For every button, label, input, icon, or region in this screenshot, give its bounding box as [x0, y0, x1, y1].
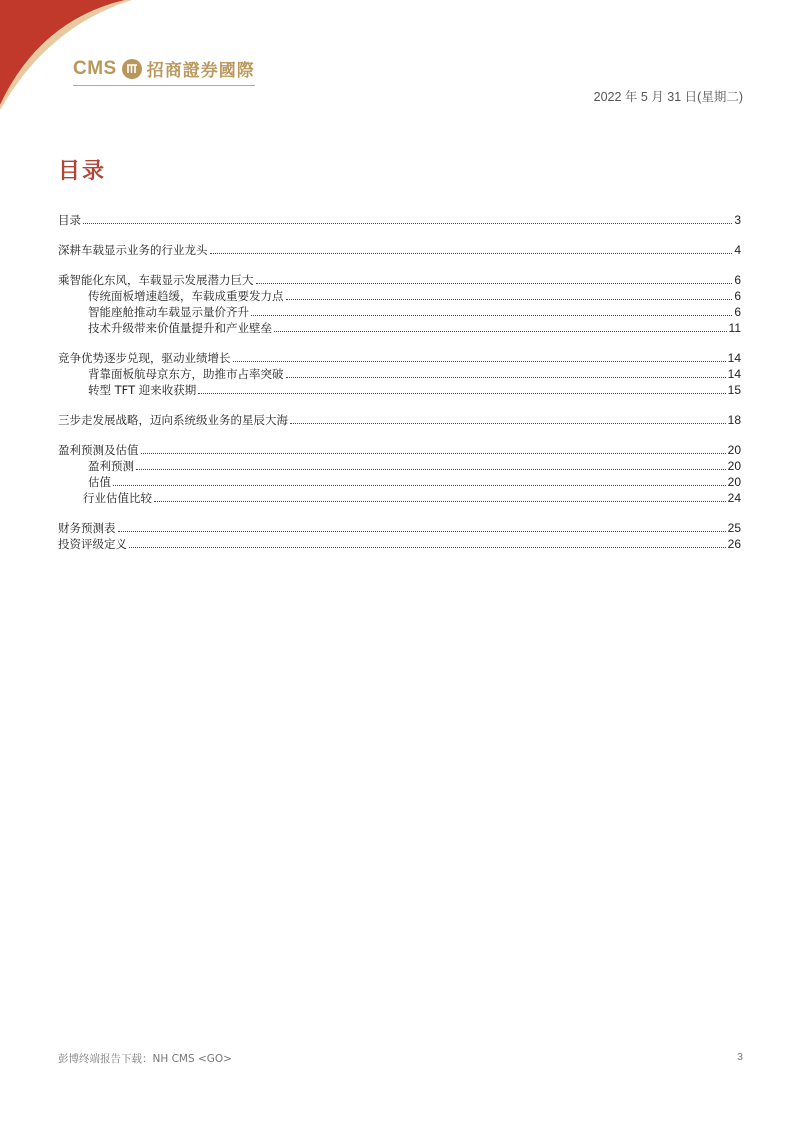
toc-entry[interactable] [58, 412, 741, 428]
toc-entry-page: 4 [734, 243, 741, 257]
toc-leader-dots [286, 298, 733, 300]
toc-subentry[interactable] [58, 288, 741, 304]
toc-entry-label: 智能座舱推动车载显示量价齐升 [88, 305, 249, 319]
toc-leader-dots [154, 500, 726, 502]
toc-entry-page: 11 [728, 321, 741, 335]
toc-subentry[interactable] [58, 382, 741, 398]
toc-entry[interactable] [58, 272, 741, 288]
toc-leader-dots [256, 282, 733, 284]
toc-entry-label: 盈利预测及估值 [58, 443, 139, 457]
toc-entry-page: 6 [734, 289, 741, 303]
toc-entry-label: 行业估值比较 [83, 491, 152, 505]
toc-entry-label: 目录 [58, 213, 81, 227]
toc-entry[interactable] [58, 442, 741, 458]
toc-entry-label: 估值 [88, 475, 111, 489]
toc-leader-dots [198, 392, 725, 394]
toc-entry[interactable] [58, 212, 741, 228]
logo-chinese-text: 招商證券國際 [146, 61, 255, 81]
toc-entry-page: 20 [727, 443, 741, 457]
toc-entry[interactable] [58, 350, 741, 366]
toc-entry-page: 6 [734, 273, 741, 287]
toc-entry-page: 24 [727, 491, 741, 505]
toc-entry-label: 深耕车载显示业务的行业龙头 [58, 243, 208, 257]
toc-entry-page: 20 [727, 459, 741, 473]
toc-leader-dots [274, 330, 727, 332]
toc-entry-page: 18 [727, 413, 741, 427]
toc-entry-label: 盈利预测 [88, 459, 134, 473]
toc-entry-page: 20 [727, 475, 741, 489]
toc-entry-label: 技术升级带来价值量提升和产业壁垒 [88, 321, 272, 335]
toc-subentry[interactable] [58, 320, 741, 336]
toc-leader-dots [210, 252, 733, 254]
toc-entry-page: 15 [727, 383, 741, 397]
toc-subentry[interactable] [58, 304, 741, 320]
toc-leader-dots [286, 376, 726, 378]
toc-entry-page: 6 [734, 305, 741, 319]
toc-entry-label: 三步走发展战略，迈向系统级业务的星辰大海 [58, 413, 288, 427]
logo-latin-text: CMS [73, 57, 117, 79]
toc-entry-page: 25 [727, 521, 741, 535]
footer-source: 彭博终端报告下载：NH CMS <GO> [58, 1053, 232, 1065]
toc-leader-dots [129, 546, 726, 548]
toc-leader-dots [290, 422, 726, 424]
toc-subentry[interactable] [58, 490, 741, 506]
toc-entry-page: 14 [727, 367, 741, 381]
company-logo [73, 56, 255, 86]
toc-entry-label: 投资评级定义 [58, 537, 127, 551]
toc-entry-label: 转型 TFT 迎来收获期 [88, 383, 197, 397]
toc-subentry[interactable] [58, 366, 741, 382]
toc-entry-label: 背靠面板航母京东方，助推市占率突破 [88, 367, 284, 381]
toc-entry[interactable] [58, 520, 741, 536]
toc-entry-label: 传统面板增速趋缓，车载成重要发力点 [88, 289, 284, 303]
toc-entry-label: 竞争优势逐步兑现，驱动业绩增长 [58, 351, 231, 365]
toc-leader-dots [113, 484, 726, 486]
toc-entry-label: 乘智能化东风，车载显示发展潜力巨大 [58, 273, 254, 287]
toc-leader-dots [83, 222, 732, 224]
toc-title: 目录 [58, 159, 107, 184]
toc-subentry[interactable] [58, 458, 741, 474]
table-of-contents [58, 212, 741, 552]
toc-leader-dots [251, 314, 732, 316]
toc-subentry[interactable] [58, 474, 741, 490]
toc-entry[interactable] [58, 242, 741, 258]
toc-entry-page: 26 [727, 537, 741, 551]
toc-entry-label: 财务预测表 [58, 521, 116, 535]
footer-page-number: 3 [737, 1051, 743, 1063]
toc-entry-page: 3 [734, 213, 741, 227]
toc-entry-page: 14 [727, 351, 741, 365]
toc-entry[interactable] [58, 536, 741, 552]
toc-leader-dots [136, 468, 726, 470]
toc-leader-dots [141, 452, 726, 454]
corner-decoration [0, 0, 140, 110]
toc-leader-dots [118, 530, 726, 532]
toc-leader-dots [233, 360, 726, 362]
logo-emblem-icon [122, 59, 142, 79]
report-date: 2022 年 5 月 31 日(星期二) [593, 90, 743, 104]
